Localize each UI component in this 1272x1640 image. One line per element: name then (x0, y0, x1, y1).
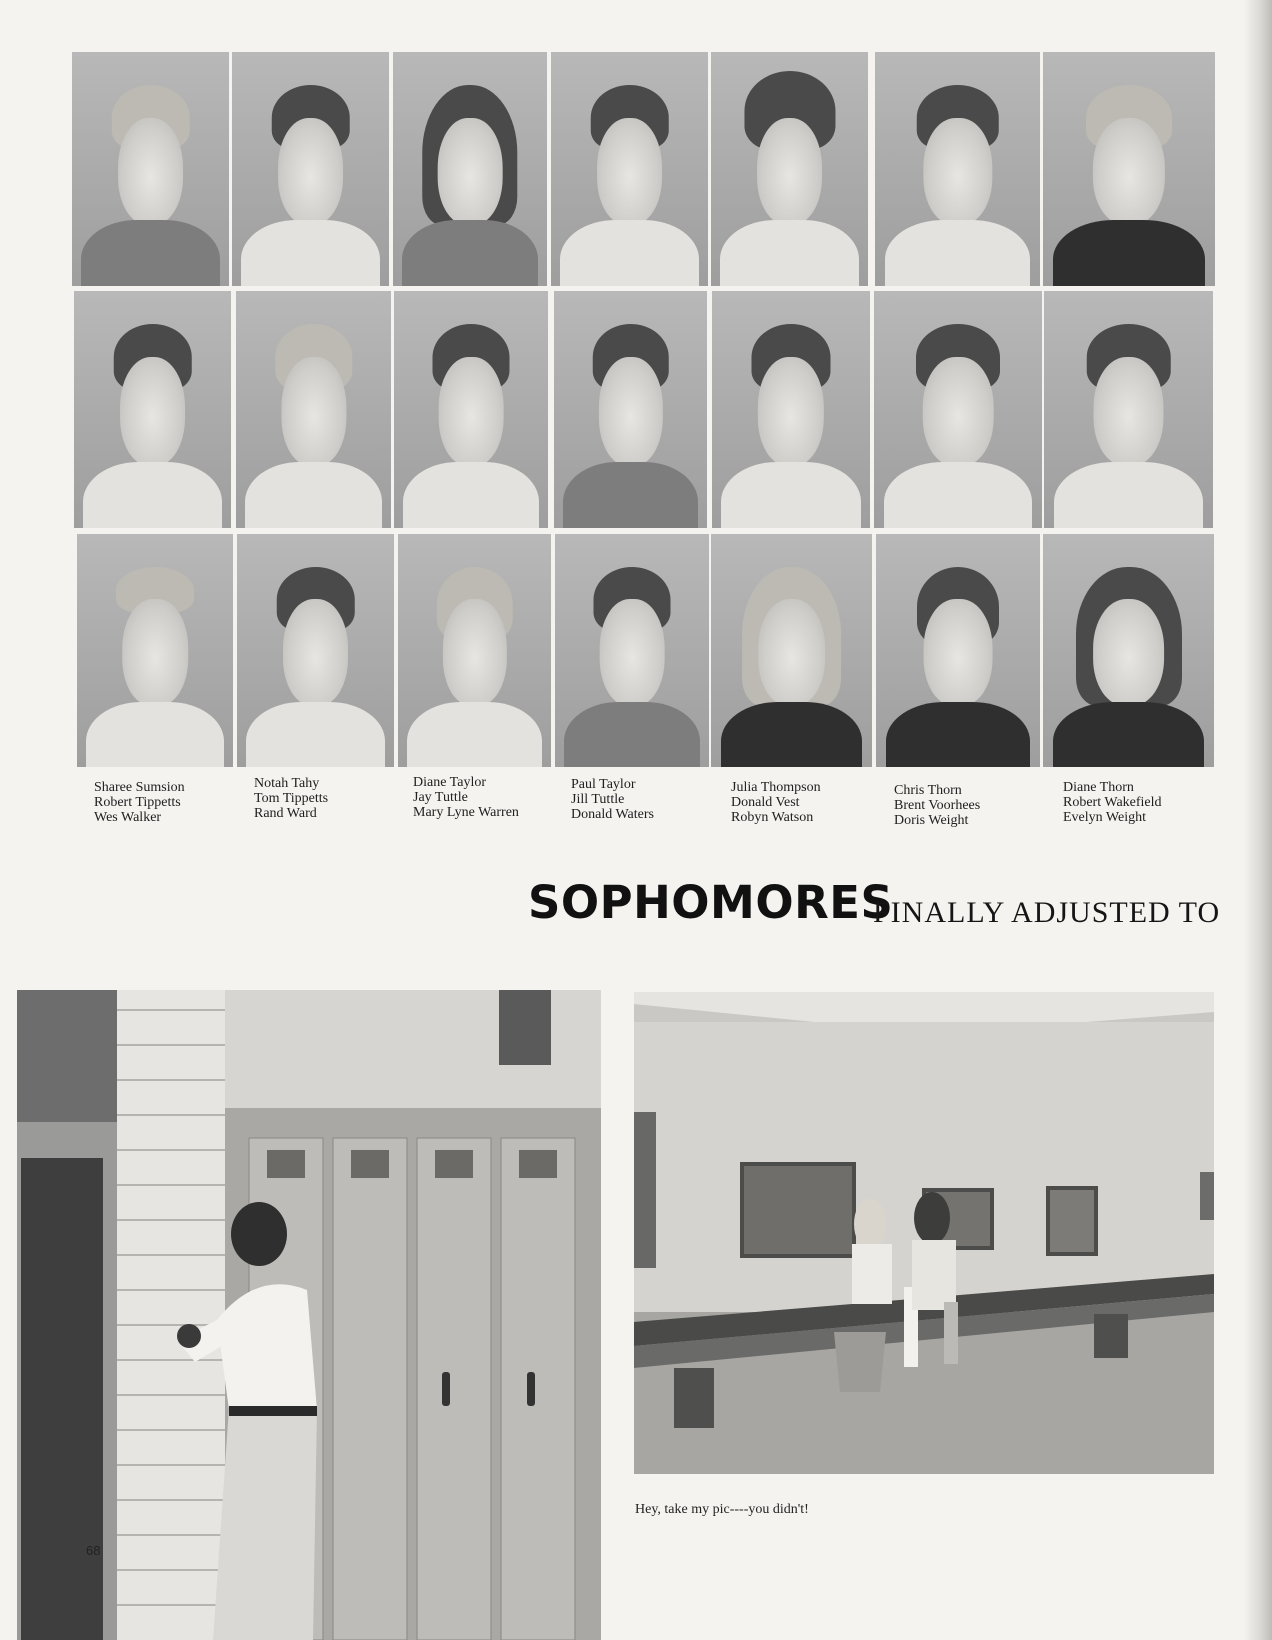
student-name: Diane Thorn (1063, 780, 1134, 795)
student-name: Robert Tippetts (94, 795, 181, 810)
portrait (1043, 534, 1214, 767)
portrait (711, 534, 872, 767)
student-name: Robyn Watson (731, 810, 814, 825)
student-name: Evelyn Weight (1063, 810, 1146, 825)
portrait (1043, 52, 1215, 286)
name-column (571, 777, 654, 822)
student-name: Tom Tippetts (254, 791, 329, 806)
student-name: Mary Lyne Warren (413, 805, 519, 820)
portrait (398, 534, 551, 767)
name-column (894, 783, 980, 828)
portrait (554, 291, 707, 528)
name-column (413, 775, 519, 820)
portrait (394, 291, 548, 528)
student-name: Wes Walker (94, 810, 162, 825)
book-spine-shadow (1244, 0, 1272, 1640)
portrait (1044, 291, 1213, 528)
portrait (875, 52, 1040, 286)
portrait (237, 534, 394, 767)
lounge-photo (634, 992, 1214, 1474)
portrait (393, 52, 547, 286)
name-column (1063, 780, 1162, 825)
portrait (74, 291, 231, 528)
student-name: Paul Taylor (571, 777, 636, 792)
student-name: Donald Waters (571, 807, 654, 822)
student-name: Doris Weight (894, 813, 969, 828)
student-name: Robert Wakefield (1063, 795, 1162, 810)
student-name: Diane Taylor (413, 775, 487, 790)
portrait (232, 52, 389, 286)
portrait (77, 534, 233, 767)
student-name: Rand Ward (254, 806, 317, 821)
student-name: Sharee Sumsion (94, 780, 185, 795)
student-name: Chris Thorn (894, 783, 962, 798)
portrait (551, 52, 708, 286)
student-name: Jill Tuttle (571, 792, 625, 807)
photo-caption: Hey, take my pic----you didn't! (635, 1502, 809, 1517)
student-name: Notah Tahy (254, 776, 320, 791)
name-column (731, 780, 821, 825)
page-subtitle: FINALLY ADJUSTED TO (873, 896, 1221, 929)
student-name: Donald Vest (731, 795, 800, 810)
portrait (711, 52, 868, 286)
name-column (254, 776, 328, 821)
portrait (712, 291, 870, 528)
portrait (874, 291, 1042, 528)
page-number: 68 (86, 1543, 101, 1558)
portrait (236, 291, 391, 528)
name-column (94, 780, 185, 825)
student-name: Julia Thompson (731, 780, 821, 795)
portrait (876, 534, 1040, 767)
hallway-lockers-photo (17, 990, 601, 1640)
portrait (72, 52, 229, 286)
portrait (555, 534, 709, 767)
page-title: SOPHOMORES (528, 876, 894, 929)
student-name: Brent Voorhees (894, 798, 981, 813)
student-name: Jay Tuttle (413, 790, 468, 805)
